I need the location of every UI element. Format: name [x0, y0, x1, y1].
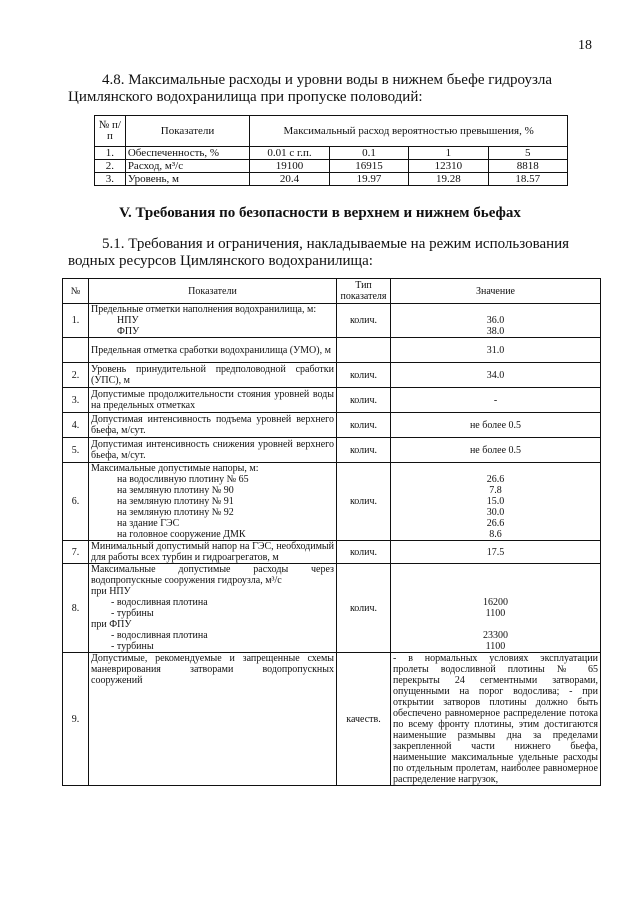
t48-header-indicator: Показатели [125, 116, 250, 147]
row-indicator: Допустимая интенсивность снижения уровней верхнего бьефа, м/сут. [89, 438, 337, 463]
cell-value: 5 [488, 147, 567, 160]
row-indicator: Допустимая интенсивность подъема уровней верхнего бьефа, м/сут. [89, 413, 337, 438]
header-num: № [63, 279, 89, 304]
row-type: колич. [337, 304, 391, 338]
table-row [63, 304, 601, 338]
row-title: Максимальные допустимые расходы через водопропускные сооружения гидроузла, м³/с [91, 564, 334, 586]
row-num: 1. [63, 304, 89, 338]
cell-value: 18.57 [488, 173, 567, 186]
row-sub: - турбины [111, 641, 154, 652]
row-title: Максимальные допустимые напоры, м: [91, 463, 259, 474]
row-indicator: Уровень принудительной предполоводной сработки (УПС), м [89, 363, 337, 388]
table-row [63, 338, 601, 363]
row-type: колич. [337, 413, 391, 438]
cell-value: 16915 [329, 160, 408, 173]
row-sub: на земляную плотину № 90 [117, 485, 234, 496]
row-sub: на земляную плотину № 92 [117, 507, 234, 518]
row-sub: ФПУ [117, 326, 140, 337]
table-row [63, 463, 601, 541]
row-type: качеств. [337, 653, 391, 786]
row-value: 31.0 [391, 338, 601, 363]
cell-num: 2. [95, 160, 126, 173]
cell-num: 3. [95, 173, 126, 186]
row-indicator: Предельная отметка сработки водохранилища (УМО), м [89, 338, 337, 363]
row-num: 9. [63, 653, 89, 786]
row-title: Предельные отметки наполнения водохранилища, м: [91, 304, 317, 315]
section-5-1-line2: водных ресурсов Цимлянского водохранилища: [68, 253, 373, 269]
value-line: 26.6 [486, 518, 505, 529]
row-indicator: Минимальный допустимый напор на ГЭС, необходимый для работы всех турбин и гидроагрегатов, м [89, 541, 337, 564]
value-line: 15.0 [486, 496, 505, 507]
value-line: 1100 [485, 608, 506, 619]
table-row [63, 388, 601, 413]
section-5-1-paragraph [68, 236, 608, 270]
cell-num: 1. [95, 147, 126, 160]
header-type: Тип показателя [337, 279, 391, 304]
header-indicator: Показатели [89, 279, 337, 304]
cell-value: 19100 [250, 160, 329, 173]
table-row [63, 653, 601, 786]
table-row [63, 363, 601, 388]
table-row [63, 438, 601, 463]
row-sub: на здание ГЭС [117, 518, 180, 529]
section-4-8-line1: 4.8. Максимальные расходы и уровни воды в нижнем бьефе гидроузла [102, 72, 553, 88]
table-row [63, 413, 601, 438]
section-4-8-heading [68, 72, 608, 106]
row-value [391, 304, 601, 338]
row-type: колич. [337, 388, 391, 413]
row-type: колич. [337, 363, 391, 388]
row-num: 2. [63, 363, 89, 388]
value-line: 38.0 [486, 326, 505, 337]
t48-header-num: № п/п [95, 116, 126, 147]
table-row [63, 564, 601, 653]
row-sub: - водосливная плотина [111, 597, 208, 608]
section-5-1-line1: 5.1. Требования и ограничения, накладываемые на режим использования [102, 236, 570, 252]
value-line: 36.0 [486, 315, 505, 326]
cell-value: 19.97 [329, 173, 408, 186]
row-indicator: Допустимые, рекомендуемые и запрещенные схемы маневрирования затворами водопропускных сооружений [89, 653, 337, 786]
value-line: 7.8 [489, 485, 502, 496]
row-type: колич. [337, 564, 391, 653]
row-sub: на земляную плотину № 91 [117, 496, 234, 507]
t48-header-group: Максимальный расход вероятностью превышения, % [250, 116, 568, 147]
table-row [63, 541, 601, 564]
row-value [391, 564, 601, 653]
row-sub: при ФПУ [91, 619, 132, 630]
section-4-8-line2: Цимлянского водохранилища при пропуске половодий: [68, 89, 423, 105]
cell-value: 8818 [488, 160, 567, 173]
row-num: 5. [63, 438, 89, 463]
row-sub: на головное сооружение ДМК [117, 529, 246, 540]
cell-name: Обеспеченность, % [125, 147, 250, 160]
row-num: 3. [63, 388, 89, 413]
table-row [95, 160, 568, 173]
row-value: не более 0.5 [391, 413, 601, 438]
cell-value: 0.1 [329, 147, 408, 160]
discharge-level-table [94, 115, 568, 186]
value-line: 1100 [485, 641, 506, 652]
row-sub: при НПУ [91, 586, 131, 597]
table-row [95, 147, 568, 160]
row-num: 7. [63, 541, 89, 564]
row-num: 8. [63, 564, 89, 653]
row-type: колич. [337, 463, 391, 541]
header-value: Значение [391, 279, 601, 304]
cell-value: 0.01 с г.п. [250, 147, 329, 160]
value-line: 30.0 [486, 507, 505, 518]
cell-value: 20.4 [250, 173, 329, 186]
value-line: 23300 [483, 630, 508, 641]
row-num: 4. [63, 413, 89, 438]
cell-value: 19.28 [409, 173, 488, 186]
row-value: - [391, 388, 601, 413]
row-indicator [89, 304, 337, 338]
row-value: 17.5 [391, 541, 601, 564]
row-type: колич. [337, 438, 391, 463]
page-number: 18 [578, 38, 592, 53]
row-sub: НПУ [117, 315, 139, 326]
cell-name: Уровень, м [125, 173, 250, 186]
cell-name: Расход, м³/с [125, 160, 250, 173]
value-line: 8.6 [489, 529, 502, 540]
row-num: 6. [63, 463, 89, 541]
row-type: колич. [337, 541, 391, 564]
table-header-row [63, 279, 601, 304]
row-sub: - водосливная плотина [111, 630, 208, 641]
row-indicator [89, 463, 337, 541]
row-value: - в нормальных условиях эксплуатации пролеты водосливной плотины № 65 перекрыты 24 сегментными затворами, опущенными на порог водослива; - при открытии затворов плотины должно быть обеспечено равномерное распределение потока по всему фронту плотины, этим достигаются наименьшие размывы дна за пределами закрепленной части нижнего бьефа, наименьшие максимальные удельные расходы по отдельным пролетам, наиболее равномерное распределение нагрузок, [391, 653, 601, 786]
row-indicator: Допустимые продолжительности стояния уровней воды на предельных отметках [89, 388, 337, 413]
requirements-table [62, 278, 601, 786]
row-indicator [89, 564, 337, 653]
cell-value: 1 [409, 147, 488, 160]
value-line: 26.6 [486, 474, 505, 485]
section-5-title: V. Требования по безопасности в верхнем и нижнем бьефах [119, 205, 521, 221]
value-line: 16200 [483, 597, 508, 608]
row-value: 34.0 [391, 363, 601, 388]
row-sub: на водосливную плотину № 65 [117, 474, 249, 485]
row-value [391, 463, 601, 541]
table-row [95, 173, 568, 186]
row-value: не более 0.5 [391, 438, 601, 463]
row-sub: - турбины [111, 608, 154, 619]
cell-value: 12310 [409, 160, 488, 173]
